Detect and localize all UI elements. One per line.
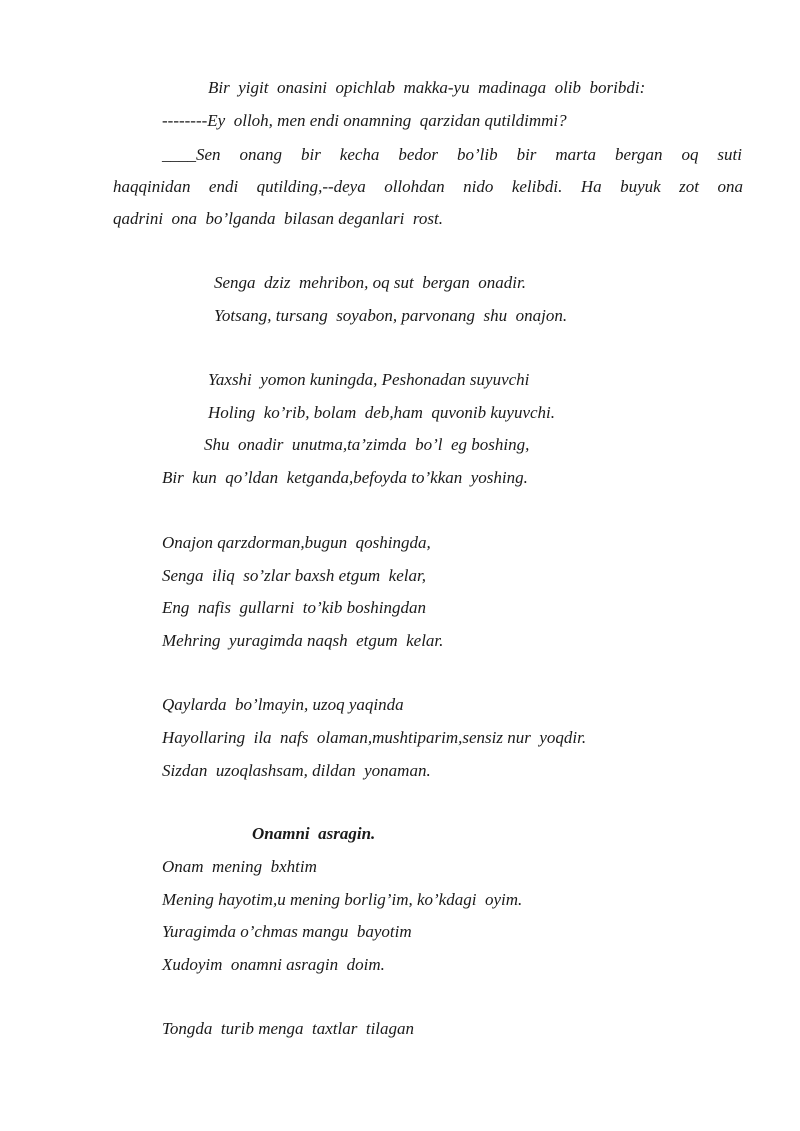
- verse-line: Onam mening bxhtim: [162, 857, 317, 876]
- verse-line: Yaxshi yomon kuningda, Peshonadan suyuvchi: [208, 370, 530, 389]
- verse-line: Mehring yuragimda naqsh etgum kelar.: [162, 631, 444, 650]
- intro-line: Bir yigit onasini opichlab makka-yu madinaga olib boribdi:: [208, 78, 646, 97]
- intro-line: qadrini ona bo’lganda bilasan deganlari rost.: [113, 209, 443, 228]
- verse-line: Tongda turib menga taxtlar tilagan: [162, 1019, 415, 1038]
- verse-line: Qaylarda bo’lmayin, uzoq yaqinda: [162, 695, 404, 714]
- verse-line: Yuragimda o’chmas mangu bayotim: [162, 922, 412, 941]
- verse-line: Xudoyim onamni asragin doim.: [162, 955, 385, 974]
- verse-line: Shu onadir unutma,ta’zimda bo’l eg boshing,: [204, 435, 530, 454]
- verse-line: Mening hayotim,u mening borlig’im, ko’kdagi oyim.: [162, 890, 523, 909]
- poem-title: Onamni asragin.: [252, 824, 376, 843]
- verse-line: Senga iliq so’zlar baxsh etgum kelar,: [162, 566, 426, 585]
- verse-line: Holing ko’rib, bolam deb,ham quvonib kuyuvchi.: [208, 403, 556, 422]
- intro-line: haqqinidan endi qutilding,--deya ollohdan nido kelibdi. Ha buyuk zot ona: [113, 177, 743, 196]
- intro-line: ____Sen onang bir kecha bedor bo’lib bir marta bergan oq suti: [162, 145, 742, 164]
- verse-line: Yotsang, tursang soyabon, parvonang shu onajon.: [214, 306, 568, 325]
- verse-line: Hayollaring ila nafs olaman,mushtiparim,sensiz nur yoqdir.: [162, 728, 587, 747]
- verse-line: Senga dziz mehribon, oq sut bergan onadir.: [214, 273, 526, 292]
- verse-line: Onajon qarzdorman,bugun qoshingda,: [162, 533, 431, 552]
- intro-line: --------Ey olloh, men endi onamning qarzidan qutildimmi?: [162, 111, 567, 130]
- verse-line: Bir kun qo’ldan ketganda,befoyda to’kkan yoshing.: [162, 468, 528, 487]
- verse-line: Sizdan uzoqlashsam, dildan yonaman.: [162, 761, 431, 780]
- verse-line: Eng nafis gullarni to’kib boshingdan: [162, 598, 426, 617]
